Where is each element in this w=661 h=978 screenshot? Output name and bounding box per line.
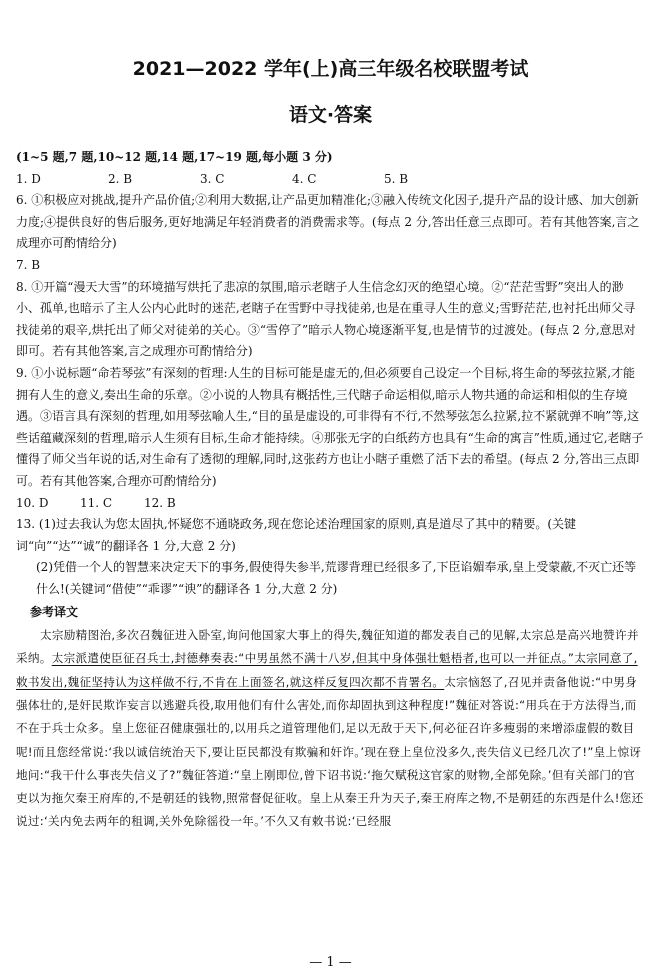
translation-underlined: 太宗派遣使臣征召兵士,封德彝奏表:“中男虽然不满十八岁,但其中身体强壮魁梧者,也可以一并征点。”太宗同意了,敕书发出,魏征坚持认为这样做不行,不肯在上面签名,就这样反复四次都不肯署名。	[16, 651, 638, 689]
scoring-note: (1~5 题,7 题,10~12 题,14 题,17~19 题,每小题 3 分)	[16, 150, 333, 164]
answer-q10: 10. D	[16, 495, 49, 510]
answer-q7: 7. B	[16, 257, 41, 272]
translation-part-2: 太宗恼怒了,召见并责备他说:“中男身强体壮的,是奸民欺诈妄言以逃避兵役,取用他们有什么害处,而你却固执到这种程度!”魏征对答说:“用兵在于方法得当,而不在于兵士众多。皇上您征召健康强壮的,以用兵之道管理他们,足以无敌于天下,何必征召许多瘦弱的来增添虚假的数目呢!而且您经常说:‘我以诚信统治天下,要让臣民都没有欺骗和奸诈。’现在登上皇位没多久,丧失信义已经几次了!”皇上惊讶地问:“我干什么事丧失信义了?”魏征答道:“皇上刚即位,曾下诏书说:‘拖欠赋税这官家的财物,全部免除。’但有关部门的官吏以为拖欠秦王府库的,不是朝廷的钱物,照常督促征收。皇上从秦王升为天子,秦王府库之物,不是朝廷的东西是什么!您还说过:‘关内免去两年的租调,关外免除徭役一年。’不久又有敕书说:‘已经服	[16, 674, 644, 829]
page-title: 2021—2022 学年(上)高三年级名校联盟考试	[132, 58, 529, 80]
answer-q2: 2. B	[108, 171, 133, 186]
mc-answers-row-2	[16, 493, 646, 515]
translation-part-1: 太宗励精图治,多次召魏征进入卧室,询问他国家大事上的得失,魏征知道的都发表自己的见解,太宗总是高兴地赞许并采纳。	[16, 628, 639, 666]
answer-q4: 4. C	[292, 171, 317, 186]
answer-q3: 3. C	[200, 171, 225, 186]
answer-q8: 8. ①开篇“漫天大雪”的环境描写烘托了悲凉的氛围,暗示老瞎子人生信念幻灭的绝望心境。②“茫茫雪野”突出人的渺小、孤单,也暗示了主人公内心此时的迷茫,老瞎子在雪野中寻找徒弟,也是在重寻人生的意义;雪野茫茫,也衬托出师父寻找徒弟的艰辛,烘托出了师父对徒弟的关心。③“雪停了”暗示人物心境逐渐平复,也是情节的过渡处。(每点 2 分,意思对即可。若有其他答案,言之成理亦可酌情给分)	[16, 279, 636, 359]
answer-q12: 12. B	[144, 495, 176, 510]
page-subtitle: 语文·答案	[288, 104, 373, 126]
answer-q13-2: (2)凭借一个人的智慧来决定天下的事务,假使得失参半,荒谬背理已经很多了,下臣谄媚奉承,皇上受蒙蔽,不灭亡还等什么!(关键词“借使”“乖谬”“谀”的翻译各 1 分,大意 2 分)	[36, 560, 637, 596]
reference-translation-text	[16, 624, 646, 834]
answer-q6: 6. ①积极应对挑战,提升产品价值;②利用大数据,让产品更加精准化;③融入传统文化因子,提升产品的设计感、加大创新力度;④提供良好的售后服务,更好地满足年轻消费者的消费需求等。(每点 2 分,答出任意三点即可。若有其他答案,言之成理亦可酌情给分)	[16, 193, 640, 251]
answer-q9: 9. ①小说标题“命若琴弦”有深刻的哲理:人生的目标可能是虚无的,但必须要自己设定一个目标,将生命的琴弦拉紧,才能拥有人生的意义,奏出生命的乐章。②小说的人物具有概括性,三代瞎子命运相似,暗示人物共通的命运和相似的生存境遇。③语言具有深刻的哲理,如用琴弦喻人生,“目的虽是虚设的,可非得有不行,不然琴弦怎么拉紧,拉不紧就弹不响”等,这些话蕴藏深刻的哲理,暗示人生须有目标,生命才能持续。④那张无字的白纸药方也具有“生命的寓言”性质,通过它,老瞎子懂得了师父当年说的话,对生命有了透彻的理解,同时,这张药方也让小瞎子重燃了活下去的希望。(每点 2 分,答出三点即可。若有其他答案,合理亦可酌情给分)	[16, 365, 644, 488]
answer-content	[16, 147, 646, 834]
mc-answers-row-1	[16, 169, 646, 191]
page-number: — 1 —	[309, 955, 352, 970]
answer-q13-1: 13. (1)过去我认为您太固执,怀疑您不通晓政务,现在您论述治理国家的原则,真是道尽了其中的精要。(关键词“向”“达”“诚”的翻译各 1 分,大意 2 分)	[16, 517, 577, 553]
answer-q5: 5. B	[384, 171, 409, 186]
answer-q1: 1. D	[16, 171, 41, 186]
reference-translation-heading: 参考译文	[30, 605, 79, 620]
answer-q11: 11. C	[80, 495, 113, 510]
